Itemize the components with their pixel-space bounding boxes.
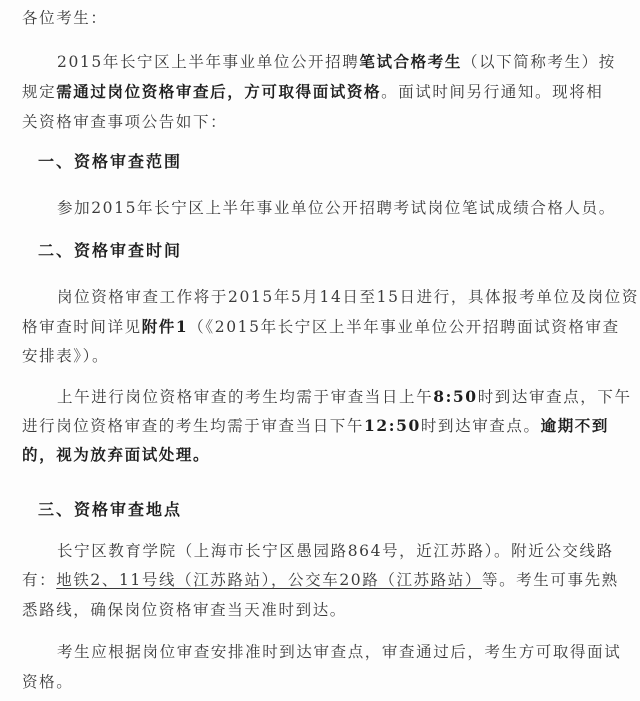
late-warning: 逾期不到 (540, 416, 609, 435)
attachment-1-reference: 附件1 (141, 317, 189, 336)
time-p2-line-3-late-warning: 的，视为放弃面试处理。 (22, 445, 211, 464)
time-p2-line-2 (22, 416, 609, 436)
time-p1-line-3: 安排表》）。 (22, 347, 110, 365)
location-p1-line-1: 长宁区教育学院（上海市长宁区愚园路864号，近江苏路）。附近公交线路 (57, 542, 614, 560)
location-p1-line-2 (22, 570, 619, 590)
intro-emphasis-qualified-candidates: 笔试合格考生 (359, 52, 462, 71)
intro-text: 。面试时间另行通知。现将相 (381, 83, 604, 101)
location-p1-line-3: 悉路线，确保岗位资格审查当天准时到达。 (22, 601, 347, 619)
intro-text: 规定 (22, 83, 57, 101)
intro-text: 2015年长宁区上半年事业单位公开招聘 (57, 53, 360, 71)
section-heading-time: 二、资格审查时间 (38, 241, 183, 260)
transit-routes: 地铁2、11号线（江苏路站），公交车20路（江苏路站） (56, 571, 482, 589)
intro-emphasis-review-required: 需通过岗位资格审查后，方可取得面试资格 (56, 82, 382, 101)
time-text: 格审查时间详见 (22, 318, 142, 336)
time-text: 时到达审查点，下午 (477, 388, 632, 406)
intro-text: （以下简称考生）按 (461, 53, 616, 71)
scope-paragraph: 参加2015年长宁区上半年事业单位公开招聘考试岗位笔试成绩合格人员。 (57, 199, 616, 217)
afternoon-arrival-time: 12:50 (364, 416, 421, 435)
location-text: 等。考生可事先熟 (481, 571, 619, 589)
time-p1-line-1: 岗位资格审查工作将于2015年5月14日至15日进行，具体报考单位及岗位资 (57, 288, 639, 306)
location-text: 有： (22, 571, 57, 589)
time-p2-line-1 (57, 387, 632, 407)
location-p2-line-2: 资格。 (22, 673, 74, 691)
intro-line-1 (57, 52, 616, 72)
time-text: 上午进行岗位资格审查的考生均需于审查当日上午 (57, 388, 434, 406)
time-p1-line-2 (22, 317, 620, 337)
time-text: 进行岗位资格审查的考生均需于审查当日下午 (22, 417, 365, 435)
location-p2-line-1: 考生应根据岗位审查安排准时到达审查点，审查通过后，考生方可取得面试 (57, 643, 622, 661)
time-text: 时到达审查点。 (420, 417, 541, 435)
morning-arrival-time: 8:50 (433, 387, 478, 406)
intro-line-2 (22, 82, 603, 102)
section-heading-location: 三、资格审查地点 (38, 500, 183, 519)
intro-line-3: 关资格审查事项公告如下： (22, 113, 228, 131)
salutation: 各位考生： (22, 9, 108, 27)
time-text: （《2015年长宁区上半年事业单位公开招聘面试资格审查 (188, 318, 620, 336)
section-heading-scope: 一、资格审查范围 (38, 152, 183, 171)
